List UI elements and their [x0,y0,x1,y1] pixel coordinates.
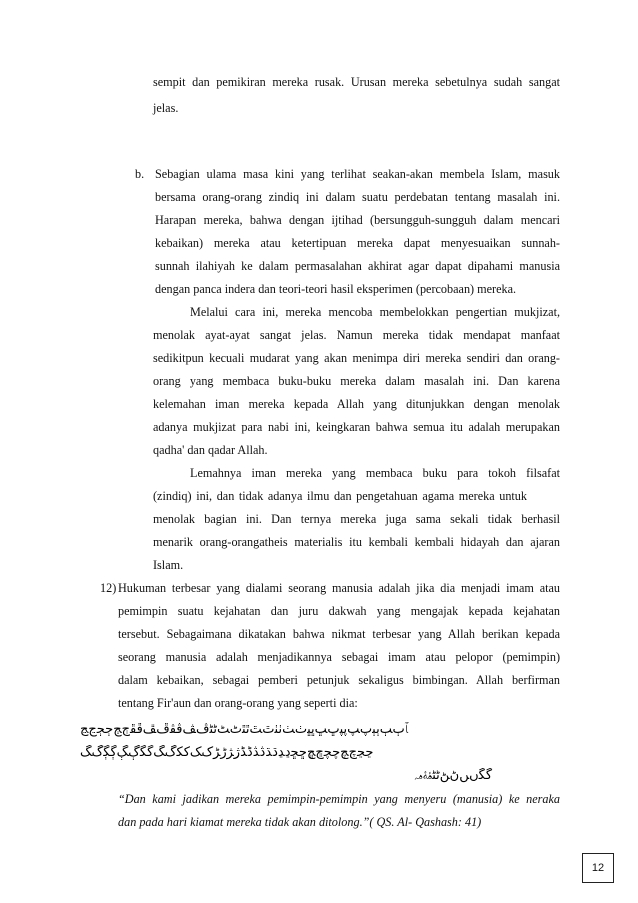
arabic-verse-line: ﭸﭹﭺﭻﭼﭽﭾﭿﮀﮁﮂﮃﮄﮅﮆﮇﮈﮉﮊﮋﮌﮍﮎﮏﮐﮑﮒﮓﮔﮕﮖﮗﮘﮙﮚﮛ [80,745,374,760]
item-b-p2-line: qadha' dan qadar Allah. [153,443,268,457]
arabic-verse-line: ﭑﭒﭓﭔﭕﭖﭗﭘﭙﭚﭛﭜﭝﭞﭟﭠﭡﭢﭣﭤﭥﭦﭧﭨﭩﭪﭫﭬﭭﭮﭯﭰﭱﭲﭳﭴﭵﭶﭷ [80,722,409,737]
item-12-line: Hukuman terbesar yang dialami seorang manusia adalah jika dia menjadi imam atau [118,581,560,595]
paragraph-a-line-1: sempit dan pemikiran mereka rusak. Urusan mereka sebetulnya sudah sangat [153,75,560,89]
item-b-line: Harapan mereka, bahwa dengan ijtihad (bersungguh-sungguh dalam mencari [155,213,560,227]
item-b-p3-line: menolak bagian ini. Dan ternya mereka juga sama sekali tidak berhasil [153,512,560,526]
item-b-p3-line: (zindiq) ini, dan tidak adanya ilmu dan pengetahuan agama mereka untuk [153,489,527,503]
item-b-p2-line: adanya mukjizat para nabi ini, keingkaran bahwa semua itu adalah merupakan [153,420,560,434]
arabic-verse-line: ﮜﮝﮞﮟﮠﮡﮢﮣﮤﮥﮦﮧ [414,768,493,783]
translation-line: “Dan kami jadikan mereka pemimpin-pemimpin yang menyeru (manusia) ke neraka [118,792,560,806]
item-b-p2-line: sedikitpun kecuali mudarat yang akan menimpa diri mereka sendiri dan orang- [153,351,560,365]
item-12-line: tersebut. Sebagaimana dikatakan bahwa nikmat terbesar yang Allah berikan kepada [118,627,560,641]
item-b-p2-line: menolak ayat-ayat sangat jelas. Namun mereka tidak mendapat manfaat [153,328,560,342]
item-b-p3-line: menarik orang-orangatheis materialis itu kembali kembali hidayah dan ajaran [153,535,560,549]
item-b-p2-line: kelemahan iman mereka kepada Allah yang ditunjukkan dengan menolak [153,397,560,411]
item-b-line: Sebagian ulama masa kini yang terlihat seakan-akan membela Islam, masuk [155,167,560,181]
item-12-line: tentang Fir'aun dan orang-orang yang seperti dia: [118,696,358,710]
item-12-line: seorang manusia adalah menjadikannya sebagai imam atau pelopor (pemimpin) [118,650,560,664]
item-12-line: pemimpin suatu kejahatan dan juru dakwah yang mengajak kepada kejahatan [118,604,560,618]
item-b-p2-line: Melalui cara ini, mereka mencoba membelokkan pengertian mukjizat, [190,305,560,319]
paragraph-a-line-2: jelas. [153,101,179,115]
item-b-p2-line: orang yang membaca buku-buku mereka dalam masalah ini. Dan karena [153,374,560,388]
item-b-marker: b. [135,167,145,181]
item-b-line: bersama orang-orang zindiq ini dalam suatu perdebatan tentang masalah ini. [155,190,560,204]
page-number: 12 [582,853,614,883]
item-b-p3-line: Islam. [153,558,184,572]
translation-line: dan pada hari kiamat mereka tidak akan ditolong.”( QS. Al- Qashash: 41) [118,815,482,829]
item-b-p3-line: Lemahnya iman mereka yang membaca buku para tokoh filsafat [190,466,560,480]
item-b-line: dengan panca indera dan teori-teori hasil eksperimen (percobaan) mereka. [155,282,517,296]
item-12-marker: 12) [100,581,117,595]
item-b-line: sunnah ilahiyah ke dalam permasalahan akhirat agar dapat dipahami manusia [155,259,560,273]
item-b-line: kebaikan) mereka atau ketertipuan mereka dapat menyesuaikan sunnah- [155,236,560,250]
item-12-line: dalam kebaikan, sebagai pemberi petunjuk sekaligus bimbingan. Allah berfirman [118,673,560,687]
